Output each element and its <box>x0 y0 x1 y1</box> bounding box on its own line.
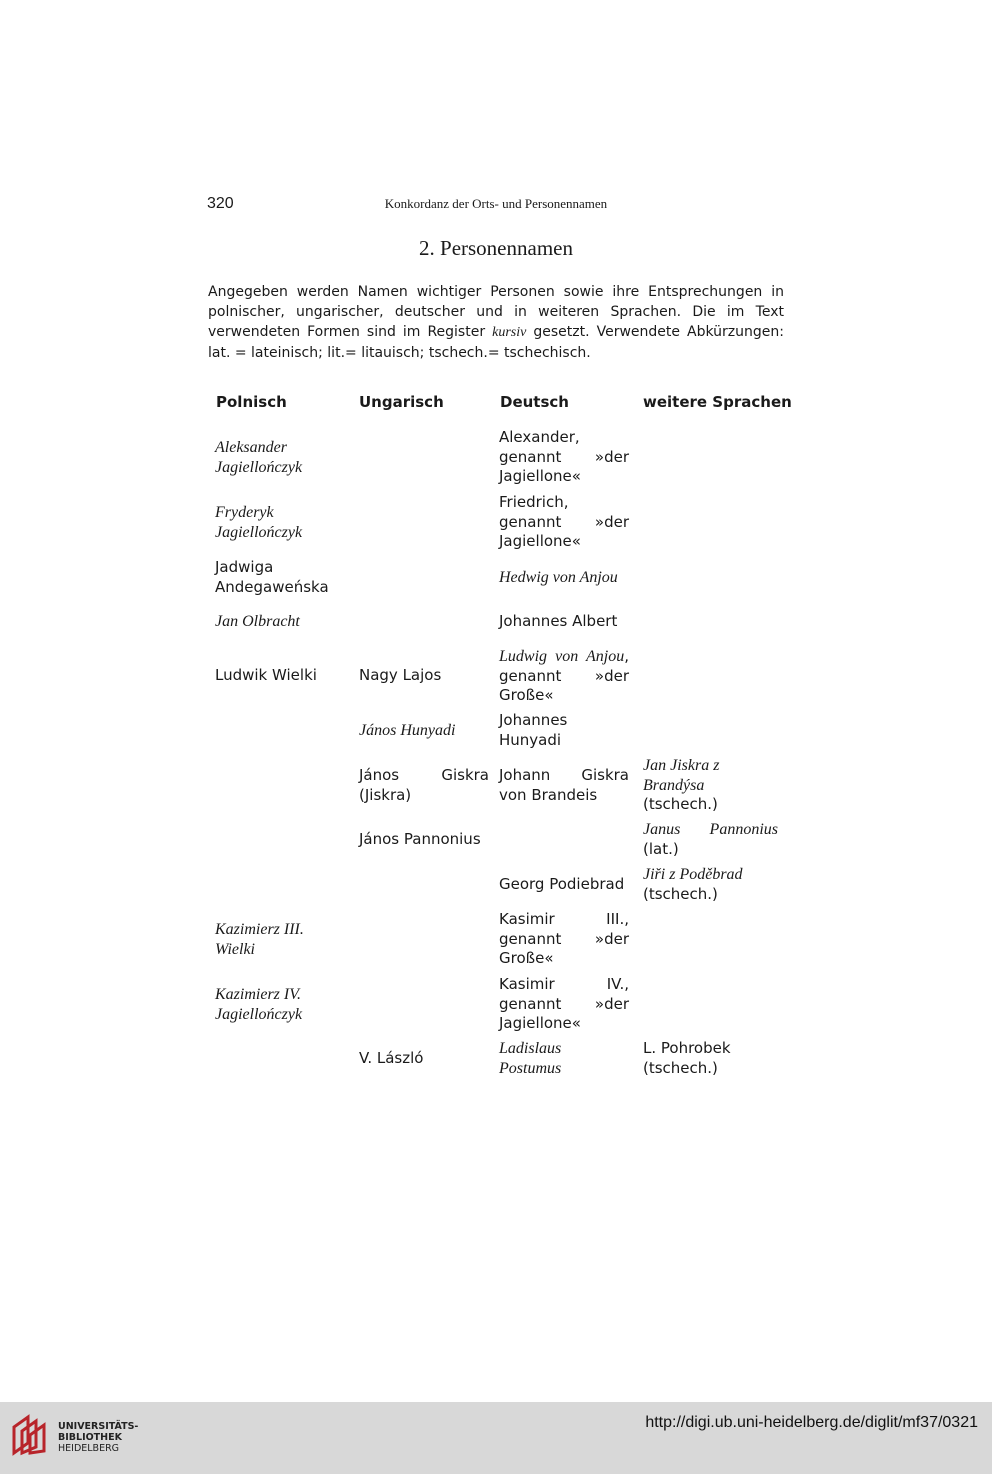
cell-hu: Nagy Lajos <box>359 666 442 684</box>
library-line-2: BIBLIOTHEK <box>58 1432 122 1443</box>
cell-other-rest: (lat.) <box>643 839 679 858</box>
cell-de: Kasimir IV., genannt »der Jagiellone« <box>499 975 629 1032</box>
intro-italic-word: kursiv <box>492 325 527 340</box>
cell-other <box>643 865 778 904</box>
library-name <box>58 1421 138 1454</box>
cell-pl: Jan Olbracht <box>215 613 300 630</box>
cell-pl: Jadwiga Andegaweńska <box>215 558 329 596</box>
cell-other-italic: Jan Jiskra z Brandýsa <box>643 757 720 794</box>
page-number: 320 <box>207 195 234 212</box>
cell-hu: János Hunyadi <box>359 722 456 739</box>
section-title: 2. Personennamen <box>419 236 573 260</box>
intro-text-1: Angegeben werden Namen wichtiger Personen sowie ihre Entsprechungen in polnischer, ungarischer, deutscher und in weiteren Sprachen. Die im Text verwendeten Formen sind im Register <box>208 284 784 340</box>
cell-de: Georg Podiebrad <box>499 875 625 893</box>
cell-de: Johannes Albert <box>499 612 618 630</box>
cell-pl: Aleksander Jagiellończyk <box>215 439 303 476</box>
cell-hu: János Pannonius <box>359 830 481 848</box>
library-logo-icon <box>10 1413 52 1457</box>
cell-other: L. Pohrobek (tschech.) <box>643 1039 731 1077</box>
cell-de-rest: , genannt »der Große« <box>499 647 629 704</box>
cell-pl: Fryderyk Jagiellończyk <box>215 504 303 541</box>
cell-other <box>643 820 778 859</box>
cell-de-italic: Ludwig von Anjou <box>499 648 625 665</box>
intro-text-2: gesetzt. Verwendete Abkürzungen: lat. = lateinisch; lit.= litauisch; tschech.= tschechisch. <box>208 324 784 361</box>
header-weitere-sprachen: weitere Sprachen <box>643 393 792 411</box>
cell-other <box>643 756 778 815</box>
cell-other-italic: Janus Pannonius <box>643 821 778 838</box>
header-polnisch: Polnisch <box>216 393 287 411</box>
header-deutsch: Deutsch <box>500 393 569 411</box>
cell-de <box>499 647 629 706</box>
cell-hu: János Giskra (Jiskra) <box>359 766 489 804</box>
permalink-url[interactable]: http://digi.ub.uni-heidelberg.de/diglit/mf37/0321 <box>645 1414 978 1431</box>
cell-other-italic: Jiři z Poděbrad <box>643 866 743 883</box>
header-ungarisch: Ungarisch <box>359 393 444 411</box>
cell-de: Friedrich, genannt »der Jagiellone« <box>499 493 629 550</box>
library-line-1: UNIVERSITÄTS- <box>58 1421 139 1432</box>
cell-pl: Ludwik Wielki <box>215 666 317 684</box>
cell-de: Johannes Hunyadi <box>499 711 568 749</box>
cell-de: Alexander, genannt »der Jagiellone« <box>499 428 629 485</box>
cell-pl: Kazimierz IV. Jagiellończyk <box>215 986 303 1023</box>
library-line-3: HEIDELBERG <box>58 1443 120 1454</box>
cell-other-rest: (tschech.) <box>643 884 718 903</box>
cell-de: Ladislaus Postumus <box>499 1040 562 1077</box>
cell-de: Hedwig von Anjou <box>499 569 618 586</box>
cell-de: Kasimir III., genannt »der Große« <box>499 910 629 967</box>
viewer-footer <box>0 1402 992 1474</box>
cell-de: Johann Giskra von Brandeis <box>499 766 629 804</box>
running-title: Konkordanz der Orts- und Personennamen <box>384 196 608 211</box>
cell-pl: Kazimierz III. Wielki <box>215 921 304 958</box>
intro-paragraph <box>208 282 784 363</box>
cell-other-rest: (tschech.) <box>643 795 718 813</box>
cell-hu: V. László <box>359 1049 424 1067</box>
